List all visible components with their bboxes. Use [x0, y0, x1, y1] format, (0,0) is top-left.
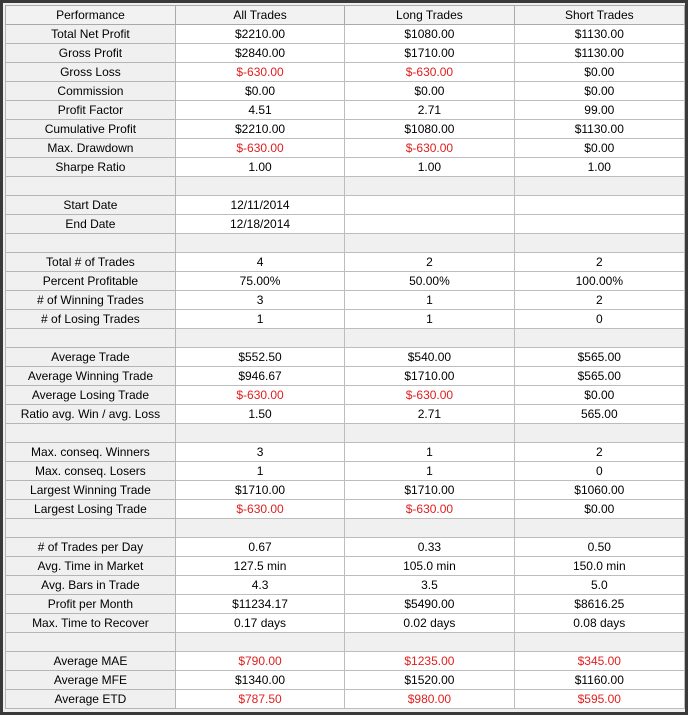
empty-cell	[514, 177, 684, 196]
all-trades-cell: $946.67	[175, 367, 344, 386]
long-trades-cell: $-630.00	[345, 139, 514, 158]
row-label: Average Losing Trade	[6, 386, 176, 405]
short-trades-cell: $595.00	[514, 690, 684, 709]
long-trades-cell: $-630.00	[345, 386, 514, 405]
row-label: Average Winning Trade	[6, 367, 176, 386]
blank-separator-row[interactable]	[6, 519, 685, 538]
row-label: Max. Time to Recover	[6, 614, 176, 633]
short-trades-cell: 565.00	[514, 405, 684, 424]
long-trades-cell	[345, 196, 514, 215]
table-row[interactable]	[6, 481, 685, 500]
long-trades-cell: $1710.00	[345, 367, 514, 386]
empty-cell	[175, 424, 344, 443]
table-row[interactable]	[6, 595, 685, 614]
long-trades-cell: $1235.00	[345, 652, 514, 671]
row-label: # of Trades per Day	[6, 538, 176, 557]
row-label: Average MAE	[6, 652, 176, 671]
table-row[interactable]	[6, 500, 685, 519]
empty-cell	[514, 424, 684, 443]
all-trades-cell: $1710.00	[175, 481, 344, 500]
empty-cell	[175, 177, 344, 196]
column-header-short-trades[interactable]: Short Trades	[514, 6, 684, 25]
all-trades-cell: 12/11/2014	[175, 196, 344, 215]
row-label: Average MFE	[6, 671, 176, 690]
short-trades-cell: $0.00	[514, 386, 684, 405]
long-trades-cell: $-630.00	[345, 63, 514, 82]
header-row	[6, 6, 685, 25]
table-row[interactable]	[6, 443, 685, 462]
short-trades-cell: 2	[514, 443, 684, 462]
performance-grid	[5, 5, 685, 709]
all-trades-cell: 4.51	[175, 101, 344, 120]
all-trades-cell: $-630.00	[175, 139, 344, 158]
column-header-all-trades[interactable]: All Trades	[175, 6, 344, 25]
empty-cell	[514, 329, 684, 348]
table-row[interactable]	[6, 405, 685, 424]
row-label: Max. Drawdown	[6, 139, 176, 158]
all-trades-cell: 4.3	[175, 576, 344, 595]
long-trades-cell: $1710.00	[345, 481, 514, 500]
all-trades-cell: 75.00%	[175, 272, 344, 291]
short-trades-cell: $565.00	[514, 348, 684, 367]
blank-separator-row[interactable]	[6, 329, 685, 348]
long-trades-cell: 3.5	[345, 576, 514, 595]
long-trades-cell: 2	[345, 253, 514, 272]
row-label: Average ETD	[6, 690, 176, 709]
table-row[interactable]	[6, 652, 685, 671]
empty-cell	[6, 177, 176, 196]
all-trades-cell: $0.00	[175, 82, 344, 101]
short-trades-cell: $1130.00	[514, 25, 684, 44]
empty-cell	[6, 329, 176, 348]
row-label: Cumulative Profit	[6, 120, 176, 139]
empty-cell	[345, 234, 514, 253]
short-trades-cell	[514, 215, 684, 234]
row-label: # of Losing Trades	[6, 310, 176, 329]
empty-cell	[514, 234, 684, 253]
table-row[interactable]	[6, 272, 685, 291]
short-trades-cell: $8616.25	[514, 595, 684, 614]
blank-separator-row[interactable]	[6, 633, 685, 652]
row-label: Sharpe Ratio	[6, 158, 176, 177]
row-label: End Date	[6, 215, 176, 234]
empty-cell	[175, 633, 344, 652]
table-row[interactable]	[6, 44, 685, 63]
row-label: Total Net Profit	[6, 25, 176, 44]
table-row[interactable]	[6, 348, 685, 367]
table-row[interactable]	[6, 671, 685, 690]
table-row[interactable]	[6, 63, 685, 82]
table-row[interactable]	[6, 196, 685, 215]
row-label: Largest Losing Trade	[6, 500, 176, 519]
grid-body	[6, 25, 685, 709]
all-trades-cell: $11234.17	[175, 595, 344, 614]
empty-cell	[175, 329, 344, 348]
short-trades-cell: $0.00	[514, 82, 684, 101]
all-trades-cell: 0.17 days	[175, 614, 344, 633]
long-trades-cell: 1.00	[345, 158, 514, 177]
short-trades-cell: 0.50	[514, 538, 684, 557]
long-trades-cell: $-630.00	[345, 500, 514, 519]
row-label: Max. conseq. Losers	[6, 462, 176, 481]
table-row[interactable]	[6, 538, 685, 557]
short-trades-cell: $565.00	[514, 367, 684, 386]
short-trades-cell: $345.00	[514, 652, 684, 671]
table-row[interactable]	[6, 215, 685, 234]
empty-cell	[345, 519, 514, 538]
long-trades-cell: 1	[345, 291, 514, 310]
empty-cell	[514, 519, 684, 538]
short-trades-cell: $1160.00	[514, 671, 684, 690]
row-label: Gross Profit	[6, 44, 176, 63]
short-trades-cell: 100.00%	[514, 272, 684, 291]
table-row[interactable]	[6, 310, 685, 329]
all-trades-cell: 1.00	[175, 158, 344, 177]
row-label: Commission	[6, 82, 176, 101]
all-trades-cell: 0.67	[175, 538, 344, 557]
empty-cell	[345, 329, 514, 348]
short-trades-cell: 99.00	[514, 101, 684, 120]
table-row[interactable]	[6, 139, 685, 158]
short-trades-cell: 2	[514, 291, 684, 310]
long-trades-cell: $5490.00	[345, 595, 514, 614]
all-trades-cell: $787.50	[175, 690, 344, 709]
short-trades-cell: 0	[514, 462, 684, 481]
blank-separator-row[interactable]	[6, 234, 685, 253]
blank-separator-row[interactable]	[6, 424, 685, 443]
row-label: Avg. Time in Market	[6, 557, 176, 576]
table-row[interactable]	[6, 614, 685, 633]
long-trades-cell: 0.33	[345, 538, 514, 557]
empty-cell	[345, 633, 514, 652]
row-label: Start Date	[6, 196, 176, 215]
empty-cell	[6, 519, 176, 538]
empty-cell	[6, 234, 176, 253]
row-label: Average Trade	[6, 348, 176, 367]
table-row[interactable]	[6, 576, 685, 595]
long-trades-cell: $1520.00	[345, 671, 514, 690]
empty-cell	[345, 424, 514, 443]
table-row[interactable]	[6, 367, 685, 386]
short-trades-cell: $1130.00	[514, 44, 684, 63]
all-trades-cell: $2210.00	[175, 25, 344, 44]
all-trades-cell: 1	[175, 310, 344, 329]
table-row[interactable]	[6, 82, 685, 101]
short-trades-cell: $0.00	[514, 139, 684, 158]
all-trades-cell: $2840.00	[175, 44, 344, 63]
long-trades-cell: 2.71	[345, 101, 514, 120]
row-label: Profit per Month	[6, 595, 176, 614]
short-trades-cell: $1130.00	[514, 120, 684, 139]
row-label: # of Winning Trades	[6, 291, 176, 310]
long-trades-cell: 105.0 min	[345, 557, 514, 576]
all-trades-cell: 1.50	[175, 405, 344, 424]
long-trades-cell: 1	[345, 462, 514, 481]
all-trades-cell: $1340.00	[175, 671, 344, 690]
long-trades-cell: $540.00	[345, 348, 514, 367]
row-label: Largest Winning Trade	[6, 481, 176, 500]
table-row[interactable]	[6, 101, 685, 120]
short-trades-cell: $1060.00	[514, 481, 684, 500]
all-trades-cell: 3	[175, 291, 344, 310]
all-trades-cell: 127.5 min	[175, 557, 344, 576]
long-trades-cell: $1710.00	[345, 44, 514, 63]
empty-cell	[345, 177, 514, 196]
column-header-performance[interactable]: Performance	[6, 6, 176, 25]
short-trades-cell: 0	[514, 310, 684, 329]
table-row[interactable]	[6, 462, 685, 481]
empty-cell	[6, 424, 176, 443]
short-trades-cell: $0.00	[514, 63, 684, 82]
all-trades-cell: $-630.00	[175, 386, 344, 405]
table-row[interactable]	[6, 253, 685, 272]
long-trades-cell: $1080.00	[345, 120, 514, 139]
row-label: Gross Loss	[6, 63, 176, 82]
empty-cell	[175, 519, 344, 538]
empty-cell	[6, 633, 176, 652]
row-label: Avg. Bars in Trade	[6, 576, 176, 595]
empty-cell	[514, 633, 684, 652]
table-row[interactable]	[6, 291, 685, 310]
long-trades-cell: 1	[345, 443, 514, 462]
empty-cell	[175, 234, 344, 253]
row-label: Profit Factor	[6, 101, 176, 120]
short-trades-cell	[514, 196, 684, 215]
table-row[interactable]	[6, 386, 685, 405]
table-row[interactable]	[6, 557, 685, 576]
short-trades-cell: 150.0 min	[514, 557, 684, 576]
long-trades-cell: $1080.00	[345, 25, 514, 44]
short-trades-cell: $0.00	[514, 500, 684, 519]
row-label: Ratio avg. Win / avg. Loss	[6, 405, 176, 424]
row-label: Total # of Trades	[6, 253, 176, 272]
all-trades-cell: 4	[175, 253, 344, 272]
all-trades-cell: $790.00	[175, 652, 344, 671]
long-trades-cell: $980.00	[345, 690, 514, 709]
short-trades-cell: 5.0	[514, 576, 684, 595]
long-trades-cell: 1	[345, 310, 514, 329]
all-trades-cell: $2210.00	[175, 120, 344, 139]
table-row[interactable]	[6, 120, 685, 139]
long-trades-cell: $0.00	[345, 82, 514, 101]
blank-separator-row[interactable]	[6, 177, 685, 196]
all-trades-cell: $552.50	[175, 348, 344, 367]
long-trades-cell: 50.00%	[345, 272, 514, 291]
table-row[interactable]	[6, 158, 685, 177]
long-trades-cell: 0.02 days	[345, 614, 514, 633]
all-trades-cell: $-630.00	[175, 63, 344, 82]
long-trades-cell: 2.71	[345, 405, 514, 424]
long-trades-cell	[345, 215, 514, 234]
all-trades-cell: $-630.00	[175, 500, 344, 519]
table-row[interactable]	[6, 690, 685, 709]
short-trades-cell: 0.08 days	[514, 614, 684, 633]
all-trades-cell: 3	[175, 443, 344, 462]
table-row[interactable]	[6, 25, 685, 44]
short-trades-cell: 1.00	[514, 158, 684, 177]
column-header-long-trades[interactable]: Long Trades	[345, 6, 514, 25]
short-trades-cell: 2	[514, 253, 684, 272]
row-label: Percent Profitable	[6, 272, 176, 291]
all-trades-cell: 1	[175, 462, 344, 481]
all-trades-cell: 12/18/2014	[175, 215, 344, 234]
row-label: Max. conseq. Winners	[6, 443, 176, 462]
